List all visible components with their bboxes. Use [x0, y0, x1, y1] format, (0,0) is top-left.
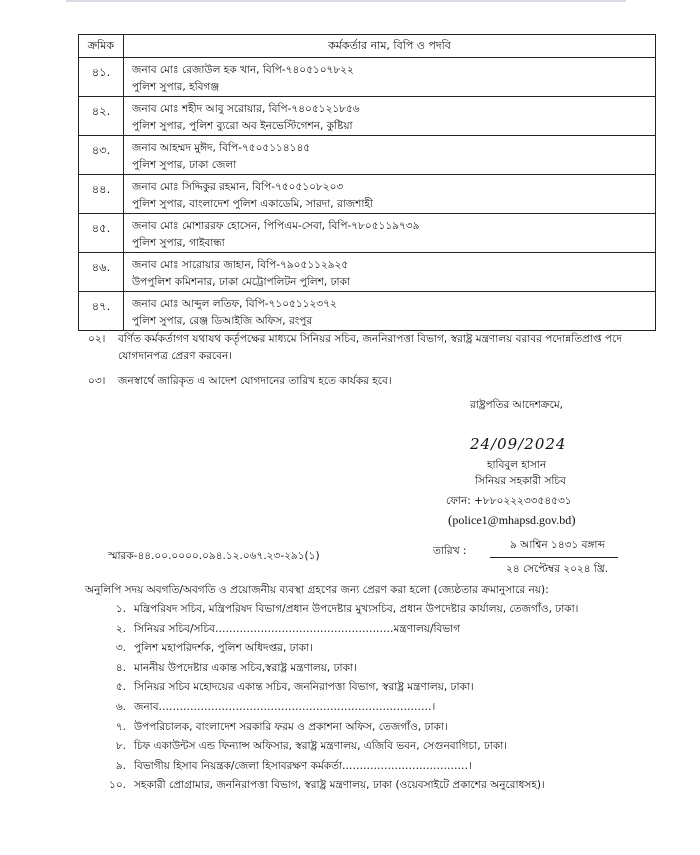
list-item-text: উপপরিচালক, বাংলাদেশ সরকারি ফরম ও প্রকাশনা অফিস, তেজগাঁও, ঢাকা।: [134, 720, 448, 733]
table-row: [79, 175, 656, 214]
date-english: ২৪ সেপ্টেম্বর ২০২৪ খ্রি.: [506, 563, 609, 575]
table-row: [79, 58, 656, 97]
row-info: [124, 214, 656, 253]
table-row: [79, 136, 656, 175]
list-item: [88, 720, 578, 740]
row-serial: ৪৩.: [79, 136, 124, 175]
paragraph-text: বর্ণিত কর্মকর্তাগণ যথাযথ কর্তৃপক্ষের মাধ্যমে সিনিয়র সচিব, জননিরাপত্তা বিভাগ, স্বরাষ্ট্র মন্ত্রণালয় বরাবর পদোন্নতিপ্রাপ্ত পদে: [118, 333, 622, 345]
date-label: তারিখ :: [433, 545, 467, 557]
paragraph-number: ০২।: [88, 333, 106, 345]
signatory-name: হাবিবুল হাসান: [487, 459, 547, 471]
phone-number: ফোন: +৮৮০২২২৩৩৫৪৫৩১: [446, 495, 572, 507]
header-serial: ক্রমিক: [79, 35, 124, 58]
list-item-number: ১০.: [109, 779, 126, 792]
row-info: [124, 292, 656, 331]
paragraph-3: [88, 373, 392, 390]
date-box: [490, 538, 618, 579]
row-serial: ৪২.: [79, 97, 124, 136]
copy-list: [88, 602, 578, 798]
signatory-designation: সিনিয়র সহকারী সচিব: [475, 475, 566, 487]
list-item-text: সিনিয়র সচিব মহোদয়ের একান্ত সচিব, জননিরাপত্তা বিভাগ, স্বরাষ্ট্র মন্ত্রণালয়, ঢাকা।: [134, 681, 474, 694]
list-item: [88, 778, 578, 798]
list-item-text: পুলিশ মহাপরিদর্শক, পুলিশ অধিদপ্তর, ঢাকা।: [134, 642, 313, 655]
table-row: [79, 253, 656, 292]
list-item-number: ৭.: [115, 720, 126, 733]
list-item-number: ১.: [115, 603, 126, 615]
list-item: [88, 739, 578, 759]
officer-designation: পুলিশ সুপার, গাইবান্ধা: [132, 237, 225, 249]
table-row: [79, 292, 656, 331]
list-item: [88, 759, 578, 779]
officer-name-bp: জনাব মোঃ সারোয়ার জাহান, বিপি-৭৯০৫১১২৯২৫: [132, 259, 349, 271]
list-item-text: সিনিয়র সচিব/সচিব……………………………………………মন্ত্রণালয়/বিভাগ: [134, 622, 461, 635]
officer-designation: পুলিশ সুপার, ঢাকা জেলা: [132, 159, 237, 171]
list-item: [88, 700, 578, 720]
copy-title: অনুলিপি সদয় অবগতি/অবগতি ও প্রয়োজনীয় ব্যবস্থা গ্রহণের জন্য প্রেরণ করা হলো (জ্যেষ্ঠতার ক্রমানুসারে নয়):: [85, 584, 549, 596]
list-item-text: মন্ত্রিপরিষদ সচিব, মন্ত্রিপরিষদ বিভাগ/প্রধান উপদেষ্টার মুখ্যসচিব, প্রধান উপদেষ্টার কার্যালয়, তেজগাঁও, ঢাকা।: [134, 603, 579, 615]
row-serial: ৪৫.: [79, 214, 124, 253]
list-item-number: ৮.: [115, 740, 126, 753]
table-row: [79, 97, 656, 136]
email-address: police1@mhapsd.gov.bd: [452, 513, 572, 527]
list-item-text: জনাব……………………………………………………………………।: [134, 700, 436, 713]
list-item: [88, 602, 578, 622]
officer-designation: পুলিশ সুপার, রেঞ্জ ডিআইজি অফিস, রংপুর: [132, 315, 313, 327]
row-info: [124, 253, 656, 292]
email-link[interactable]: (police1@mhapsd.gov.bd): [448, 512, 576, 527]
paragraph-2: [88, 331, 622, 348]
officer-name-bp: জনাব মোঃ মোশাররফ হোসেন, পিপিএম-সেবা, বিপি-৭৮০৫১১৯৭৩৯: [132, 220, 420, 232]
officer-designation: পুলিশ সুপার, বাংলাদেশ পুলিশ একাডেমি, সারদা, রাজশাহী: [132, 198, 373, 210]
row-serial: ৪১.: [79, 58, 124, 97]
row-serial: ৪৭.: [79, 292, 124, 331]
header-officer-info: কর্মকর্তার নাম, বিপি ও পদবি: [124, 35, 656, 58]
list-item-number: ৯.: [115, 759, 126, 772]
list-item-text: মাননীয় উপদেষ্টার একান্ত সচিব,স্বরাষ্ট্র মন্ত্রণালয়, ঢাকা।: [134, 661, 357, 674]
list-item: [88, 661, 578, 681]
officer-name-bp: জনাব মোঃ সিদ্দিকুর রহমান, বিপি-৭৫০৫১০৮২০৩: [132, 181, 344, 193]
date-bangla: ৯ আশ্বিন ১৪৩১ বঙ্গাব্দ: [490, 538, 618, 558]
list-item-number: ২.: [115, 622, 126, 635]
list-item-number: ৫.: [115, 681, 126, 694]
officer-name-bp: জনাব মোঃ শহীদ আবু সরোয়ার, বিপি-৭৪০৫১২১৮৫৬: [132, 103, 360, 115]
list-item-text: সহকারী প্রোগ্রামার, জননিরাপত্তা বিভাগ, স্বরাষ্ট্র মন্ত্রণালয়, ঢাকা (ওয়েবসাইটে প্রকাশের অনুরোধসহ)।: [134, 779, 545, 792]
list-item: [88, 680, 578, 700]
list-item-number: ৬.: [115, 700, 126, 713]
officer-designation: পুলিশ সুপার, পুলিশ ব্যুরো অব ইনভেস্টিগেশন, কুষ্টিয়া: [132, 120, 353, 132]
officer-designation: উপপুলিশ কমিশনার, ঢাকা মেট্রোপলিটন পুলিশ, ঢাকা: [132, 276, 350, 288]
by-order-text: রাষ্ট্রপতির আদেশক্রমে,: [470, 399, 563, 411]
officer-designation: পুলিশ সুপার, হবিগঞ্জ: [132, 81, 220, 93]
row-serial: ৪৪.: [79, 175, 124, 214]
officer-name-bp: জনাব মোঃ রেজাউল হক খান, বিপি-৭৪০৫১০৭৮২২: [132, 64, 354, 76]
list-item: [88, 641, 578, 661]
row-serial: ৪৬.: [79, 253, 124, 292]
table-row: [79, 214, 656, 253]
list-item: [88, 622, 578, 642]
officer-name-bp: জনাব মোঃ আব্দুল লতিফ, বিপি-৭১০৫১১২৩৭২: [132, 298, 337, 310]
top-edge-mark: [66, 0, 626, 2]
memo-reference: স্মারক-৪৪.০০.০০০০.০৯৪.১২.০৬৭.২৩-২৯১(১): [108, 550, 320, 562]
list-item-number: ৪.: [115, 661, 126, 674]
list-item-number: ৩.: [115, 642, 126, 655]
officer-table: [78, 34, 656, 331]
table-header-row: [79, 35, 656, 58]
paragraph-2-cont: যোগদানপত্র প্রেরণ করবেন।: [118, 350, 233, 362]
paragraph-number: ০৩।: [88, 375, 106, 387]
paragraph-text: জনস্বার্থে জারিকৃত এ আদেশ যোগদানের তারিখ হতে কার্যকর হবে।: [118, 375, 392, 387]
handwritten-signature: 24/09/2024: [470, 435, 567, 453]
list-item-text: বিভাগীয় হিসাব নিয়ন্ত্রক/জেলা হিসাবরক্ষণ কর্মকর্তা………………………………।: [134, 759, 472, 772]
officer-name-bp: জনাব আহম্মদ মুঈদ, বিপি-৭৫০৫১১৪১৪৫: [132, 142, 311, 154]
list-item-text: চিফ একাউন্টস এন্ড ফিন্যান্স অফিসার, স্বরাষ্ট্র মন্ত্রণালয়, এজিবি ভবন, সেগুনবাগিচা, ঢাকা।: [134, 740, 508, 753]
row-info: [124, 97, 656, 136]
row-info: [124, 175, 656, 214]
row-info: [124, 58, 656, 97]
row-info: [124, 136, 656, 175]
